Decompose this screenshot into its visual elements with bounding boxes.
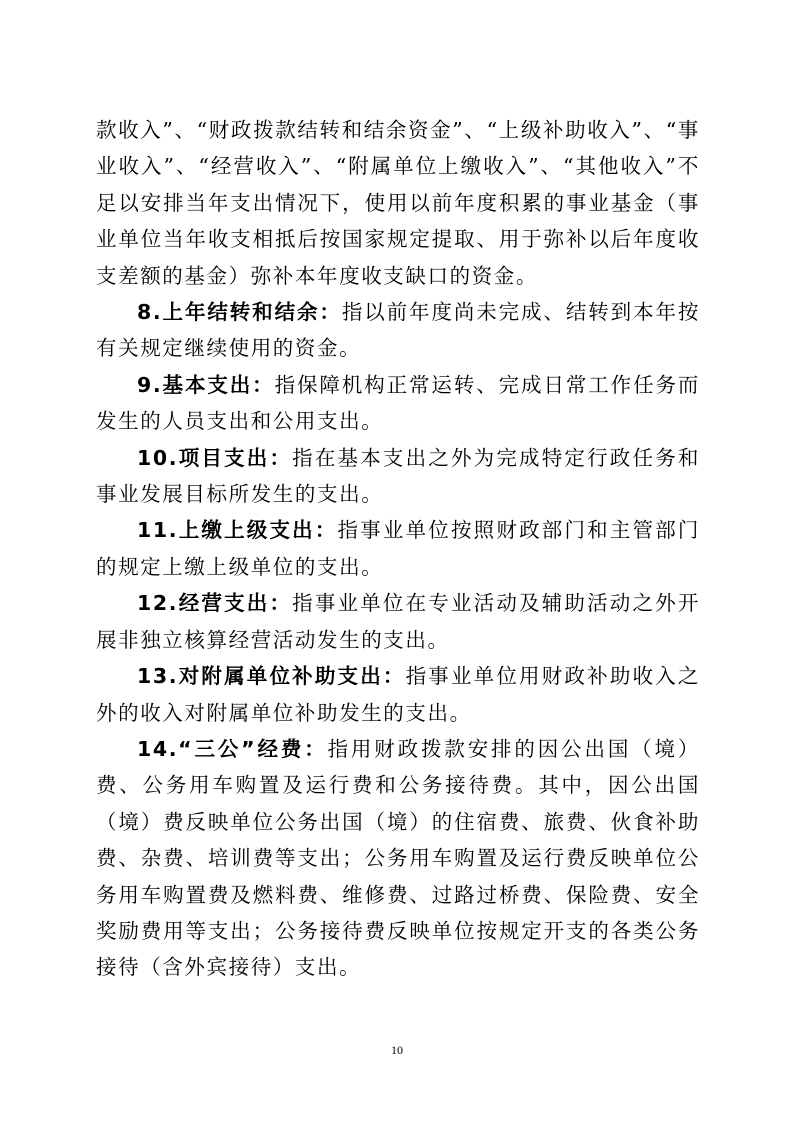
term-definition: 指以前年度尚未完成、结转到本年按有关规定继续使用的资金。 [96, 300, 700, 361]
paragraph-carryover-balance [96, 294, 700, 367]
term-label: 14.“三公”经费： [137, 736, 328, 761]
paragraph-text: 款收入”、“财政拨款结转和结余资金”、“上级补助收入”、“事业收入”、“经营收入”、“附属单位上缴收入”、“其他收入”不足以安排当年支出情况下，使用以前年度积累的事业基金（事业单位当年收支相抵后按国家规定提取、用于弥补以后年度收支差额的基金）弥补本年度收支缺口的资金。 [96, 118, 700, 288]
term-label: 12.经营支出： [137, 591, 293, 616]
paragraph-remittance-expenditure [96, 512, 700, 585]
paragraph-subsidiary-subsidy [96, 658, 700, 731]
term-definition: 指事业单位按照财政部门和主管部门的规定上缴上级单位的支出。 [96, 518, 700, 579]
term-definition: 指用财政拨款安排的因公出国（境）费、公务用车购置及运行费和公务接待费。其中，因公出国（境）费反映单位公务出国（境）的住宿费、旅费、伙食补助费、杂费、培训费等支出；公务用车购置及运行费反映单位公务用车购置费及燃料费、维修费、过路过桥费、保险费、安全奖励费用等支出；公务接待费反映单位按规定开支的各类公务接待（含外宾接待）支出。 [96, 736, 700, 980]
paragraph-basic-expenditure [96, 367, 700, 440]
term-definition: 指事业单位在专业活动及辅助活动之外开展非独立核算经营活动发生的支出。 [96, 591, 700, 652]
document-body [96, 112, 700, 986]
term-definition: 指在基本支出之外为完成特定行政任务和事业发展目标所发生的支出。 [96, 445, 700, 507]
term-definition: 指事业单位用财政补助收入之外的收入对附属单位补助发生的支出。 [96, 664, 700, 725]
term-definition: 指保障机构正常运转、完成日常工作任务而发生的人员支出和公用支出。 [96, 372, 700, 434]
paragraph-operating-expenditure [96, 585, 700, 658]
term-label: 9.基本支出： [137, 372, 275, 397]
page-number: 10 [391, 1043, 403, 1057]
term-label: 8.上年结转和结余： [137, 300, 342, 325]
paragraph-three-public-expenses [96, 731, 700, 986]
term-label: 13.对附属单位补助支出： [137, 664, 406, 689]
paragraph-project-expenditure [96, 440, 700, 513]
term-label: 11.上缴上级支出： [137, 518, 338, 543]
paragraph-continuation [96, 112, 700, 294]
term-label: 10.项目支出： [137, 445, 293, 470]
